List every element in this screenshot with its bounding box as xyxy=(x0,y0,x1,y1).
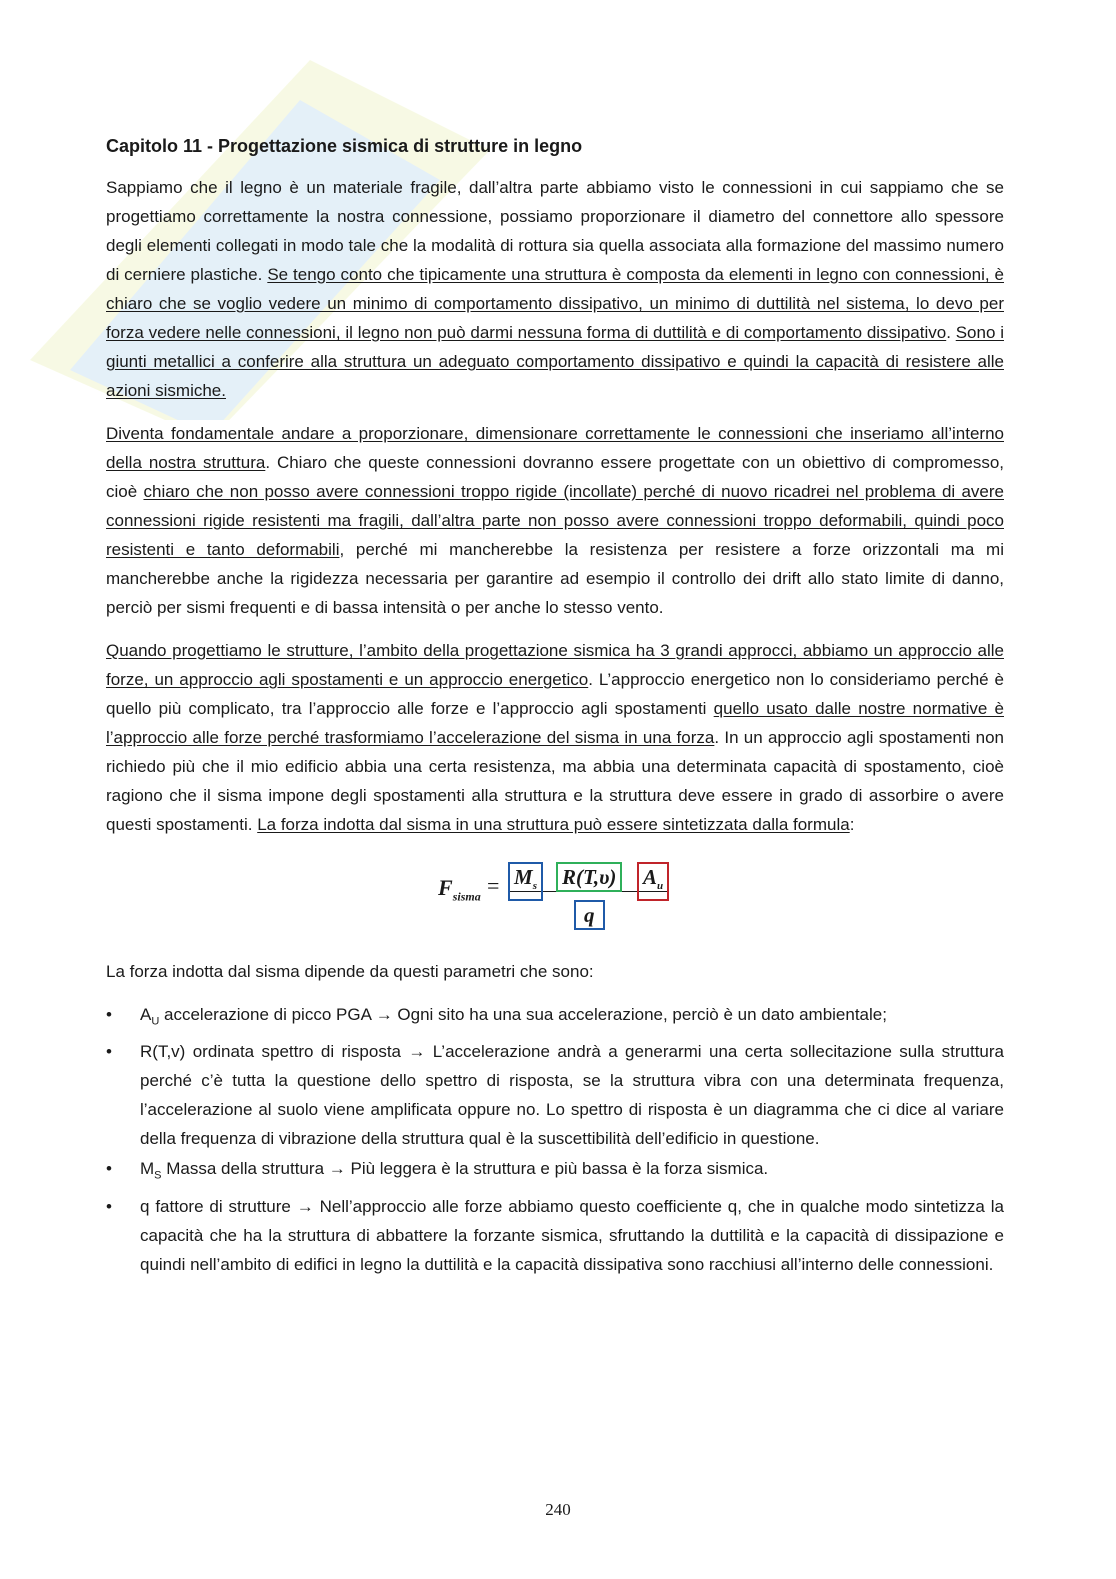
formula-spectrum-box: R(T,υ) xyxy=(556,862,622,892)
formula-equals: = xyxy=(487,873,500,898)
list-item: • $A_U$ accelerazione di picco PGA → Ogni sito ha una sua accelerazione, perciò è un dato ambientale; xyxy=(106,1000,1004,1036)
list-item: • $M_S$ Massa della struttura → Più leggera è la struttura e più bassa è la forza sismica. xyxy=(106,1154,1004,1190)
formula-lhs: $F_{sisma}$ xyxy=(438,875,481,904)
list-item: • R(T,v) ordinata spettro di risposta → L’accelerazione andrà a generarmi una certa sollecitazione sulla struttura perché c’è tutta la questione dello spettro di risposta, se la struttura vibra con una determinata frequenza, l’accelerazione al suolo viene amplificata oppure no. Lo spettro di risposta è un diagramma che ci dice al variare della frequenza di vibrazione della struttura qual è la suscettibilità dell’edificio in questione. xyxy=(106,1037,1004,1153)
paragraph-4: La forza indotta dal sisma dipende da questi parametri che sono: xyxy=(106,962,594,981)
bullet-icon: • xyxy=(106,1159,112,1179)
formula-mass-box: $M_s$ xyxy=(508,862,543,901)
list-item: • q fattore di strutture → Nell’approccio alle forze abbiamo questo coefficiente q, che in qualche modo sintetizza la capacità che ha la struttura di abbattere la forzante sismica, sfruttando la duttilità e la capacità di dissipazione e quindi nell’ambito di edifici in legno la duttilità e la capacità dissipativa sono racchiusi all’interno delle connessioni. xyxy=(106,1192,1004,1279)
bullet-icon: • xyxy=(106,1196,112,1216)
chapter-title: Capitolo 11 - Progettazione sismica di strutture in legno xyxy=(106,136,583,156)
parameter-list xyxy=(106,1000,1004,1279)
paragraph-3: Quando progettiamo le strutture, l’ambito della progettazione sismica ha 3 grandi approcci, abbiamo un approccio alle forze, un approccio agli spostamenti e un approccio energetico. L’approccio energetico non lo consideriamo perché è quello più complicato, tra l’approccio alle forze e l’approccio agli spostamenti quello usato dalle nostre normative è l’approccio alle forze perché trasformiamo l’accelerazione del sisma in una forza. In un approccio agli spostamenti non richiedo più che il mio edificio abbia una certa resistenza, ma abbia una determinata capacità di spostamento, cioè ragiono che il sisma impone degli spostamenti alla struttura e la struttura deve essere in grado di assorbire o avere questi spostamenti. La forza indotta dal sisma in una struttura può essere sintetizzata dalla formula: xyxy=(106,641,1004,834)
arrow-icon: → xyxy=(296,1196,314,1216)
bullet-icon: • xyxy=(106,1005,112,1024)
formula-q-box: q xyxy=(574,900,605,930)
seismic-force-formula xyxy=(106,853,1004,943)
formula-acceleration-box: $A_u$ xyxy=(637,862,669,901)
paragraph-1: Sappiamo che il legno è un materiale fragile, dall’altra parte abbiamo visto le connessioni in cui sappiamo che se progettiamo correttamente la nostra connessione, possiamo proporzionare il diametro del connettore allo spessore degli elementi collegati in modo tale che la modalità di rottura sia quella associata alla formazione del massimo numero di cerniere plastiche. Se tengo conto che tipicamente una struttura è composta da elementi in legno con connessioni, è chiaro che se voglio vedere un minimo di comportamento dissipativo, un minimo di duttilità nel sistema, lo devo per forza vedere nelle connessioni, il legno non può darmi nessuna forma di duttilità e di comportamento dissipativo. Sono i giunti metallici a conferire alla struttura un adeguato comportamento dissipativo e quindi la capacità di resistere alle azioni sismiche. xyxy=(106,178,1004,400)
paragraph-2: Diventa fondamentale andare a proporzionare, dimensionare correttamente le connessioni che inseriamo all’interno della nostra struttura. Chiaro che queste connessioni dovranno essere progettate con un obiettivo di compromesso, cioè chiaro che non posso avere connessioni troppo rigide (incollate) perché di nuovo ricadrei nel problema di avere connessioni rigide resistenti ma fragili, dall’altra parte non posso avere connessioni troppo deformabili, quindi poco resistenti e tanto deformabili, perché mi mancherebbe la resistenza per resistere a forze orizzontali ma mi mancherebbe anche la rigidezza necessaria per garantire ad esempio il controllo dei drift allo stato limite di danno, perciò per sismi frequenti e di bassa intensità o per anche lo stesso vento. xyxy=(106,424,1005,617)
bullet-icon: • xyxy=(106,1042,112,1062)
page-number: 240 xyxy=(545,1500,571,1519)
arrow-icon: → xyxy=(328,1159,346,1179)
arrow-icon: → xyxy=(375,1005,393,1024)
arrow-icon: → xyxy=(408,1042,426,1062)
page-content xyxy=(106,133,1004,1280)
